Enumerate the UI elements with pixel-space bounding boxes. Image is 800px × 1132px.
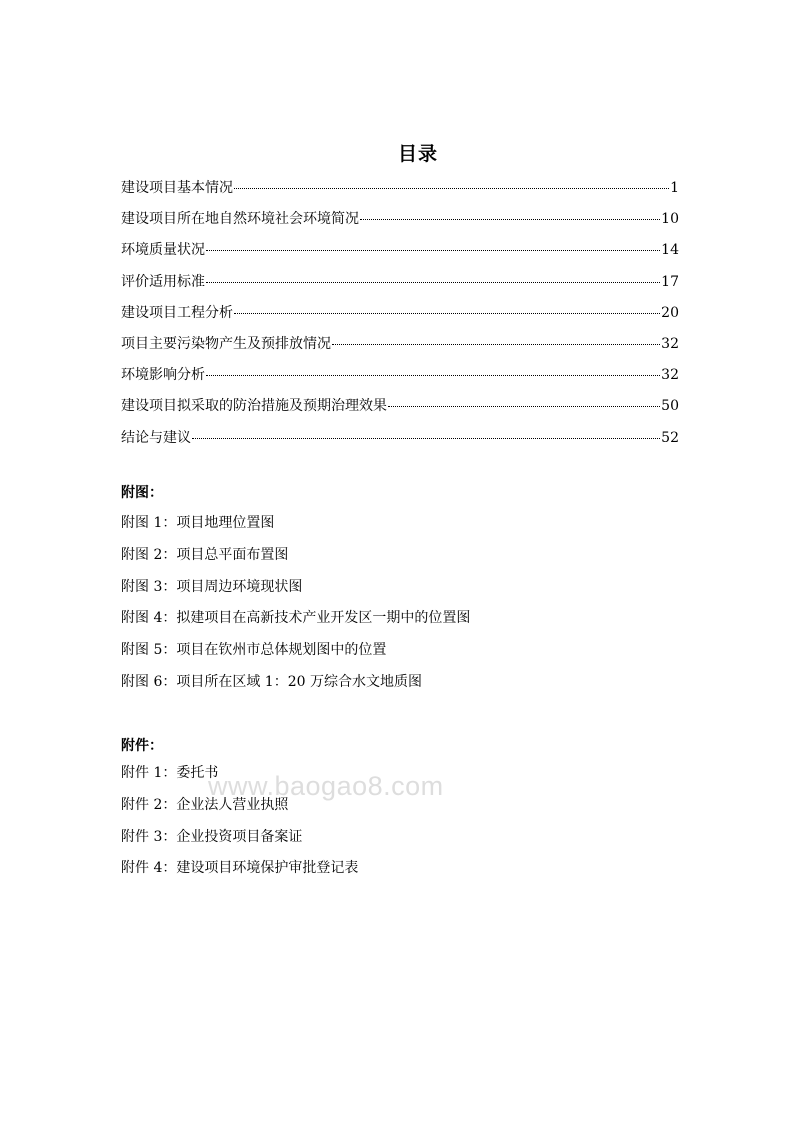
toc-dot-leader — [388, 406, 660, 407]
attachment-item: 附件 2：企业法人营业执照 — [121, 796, 289, 813]
toc-entry[interactable] — [121, 334, 679, 365]
toc-dot-leader — [206, 375, 660, 376]
toc-entry-page: 10 — [661, 211, 679, 228]
figure-item: 附图 6：项目所在区域 1：20 万综合水文地质图 — [121, 673, 422, 690]
figures-heading: 附图： — [121, 485, 163, 501]
toc-entry-label: 建设项目基本情况 — [121, 180, 233, 196]
figure-item: 附图 3：项目周边环境现状图 — [121, 578, 303, 595]
figure-item: 附图 1：项目地理位置图 — [121, 515, 275, 531]
attachments-heading: 附件： — [121, 738, 163, 754]
toc-entry[interactable] — [121, 272, 679, 303]
toc-entry-page: 32 — [661, 367, 679, 384]
toc-dot-leader — [206, 250, 660, 251]
figure-item: 附图 4：拟建项目在高新技术产业开发区一期中的位置图 — [121, 610, 471, 627]
toc-entry-label: 建设项目所在地自然环境社会环境简况 — [121, 211, 359, 228]
toc-entry-page: 50 — [661, 398, 679, 415]
figure-item: 附图 5：项目在钦州市总体规划图中的位置 — [121, 642, 387, 659]
toc-entry-page: 20 — [661, 304, 679, 321]
page-title: 目录 — [397, 143, 438, 165]
toc-dot-leader — [234, 313, 660, 314]
toc-dot-leader — [332, 344, 660, 345]
toc-dot-leader — [192, 438, 660, 439]
toc-entry-label: 环境影响分析 — [121, 367, 205, 384]
toc-entry-label: 建设项目拟采取的防治措施及预期治理效果 — [121, 398, 387, 415]
attachment-item: 附件 4：建设项目环境保护审批登记表 — [121, 860, 359, 877]
toc-entry-label: 项目主要污染物产生及预排放情况 — [121, 335, 331, 352]
toc-dot-leader — [234, 188, 669, 189]
toc-entry-page: 52 — [661, 429, 679, 446]
toc-entry[interactable] — [121, 209, 679, 240]
table-of-contents — [121, 178, 679, 459]
toc-entry-label: 结论与建议 — [121, 429, 191, 446]
attachment-item: 附件 3：企业投资项目备案证 — [121, 828, 303, 845]
toc-entry-label: 建设项目工程分析 — [121, 304, 233, 321]
attachment-item: 附件 1：委托书 — [121, 765, 219, 781]
toc-entry[interactable] — [121, 396, 679, 427]
toc-entry[interactable] — [121, 240, 679, 271]
toc-entry-page: 17 — [661, 273, 679, 290]
watermark: www.baogao8.com — [208, 771, 444, 801]
toc-entry[interactable] — [121, 428, 679, 459]
toc-entry-label: 环境质量状况 — [121, 242, 205, 259]
figure-item: 附图 2：项目总平面布置图 — [121, 546, 289, 563]
toc-dot-leader — [206, 282, 660, 283]
toc-entry[interactable] — [121, 303, 679, 334]
toc-entry-label: 评价适用标准 — [121, 273, 205, 290]
toc-entry-page: 1 — [670, 180, 679, 196]
toc-entry-page: 14 — [661, 242, 679, 259]
toc-entry[interactable] — [121, 365, 679, 396]
toc-dot-leader — [360, 219, 660, 220]
toc-entry-page: 32 — [661, 335, 679, 352]
toc-entry[interactable] — [121, 178, 679, 209]
figures-list — [121, 513, 470, 704]
